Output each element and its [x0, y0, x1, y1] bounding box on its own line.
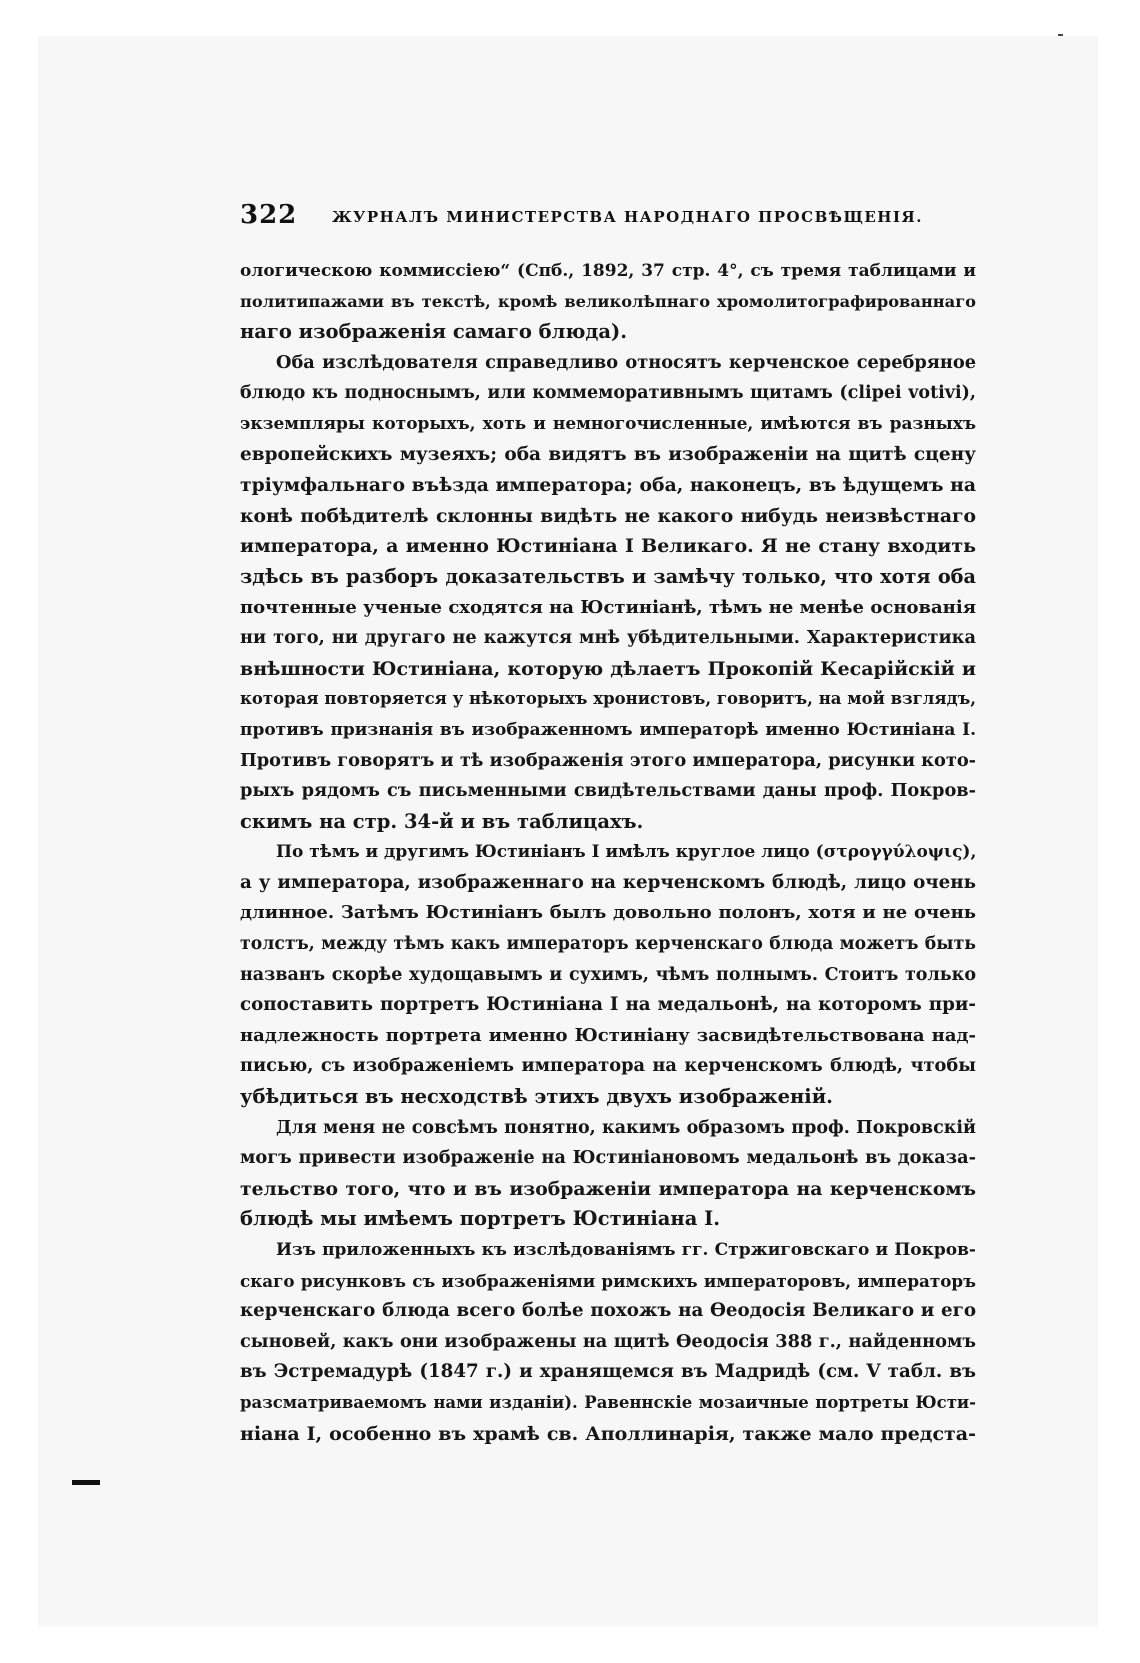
- text-line: противъ признанія въ изображенномъ императорѣ именно Юстиніана I.: [240, 719, 976, 740]
- text-line: убѣдиться въ несходствѣ этихъ двухъ изображеній.: [240, 1085, 833, 1109]
- text-line: сыновей, какъ они изображены на щитѣ Ѳеодосія 388 г., найденномъ: [240, 1330, 976, 1352]
- page-header: [240, 200, 1000, 240]
- running-title: ЖУРНАЛЪ МИНИСТЕРСТВА НАРОДНАГО ПРОСВѢЩЕНІЯ.: [332, 208, 923, 226]
- text-line: Для меня не совсѣмъ понятно, какимъ образомъ проф. Покровскій: [276, 1117, 976, 1138]
- text-line: керченскаго блюда всего болѣе похожъ на Ѳеодосія Великаго и его: [240, 1300, 976, 1322]
- text-line: Изъ приложенныхъ къ изслѣдованіямъ гг. Стржиговскаго и Покров-: [276, 1240, 976, 1260]
- text-line: Оба изслѣдователя справедливо относятъ керченское серебряное: [276, 351, 976, 373]
- text-line: тріумфальнаго въѣзда императора; оба, наконецъ, въ ѣдущемъ на: [240, 474, 976, 497]
- text-line: въ Эстремадурѣ (1847 г.) и хранящемся въ Мадридѣ (см. V табл. въ: [240, 1361, 976, 1383]
- text-line: могъ привести изображеніе на Юстиніановомъ медальонѣ въ доказа-: [240, 1147, 976, 1169]
- text-line: наго изображенія самаго блюда).: [240, 320, 628, 344]
- text-line: сопоставить портретъ Юстиніана I на медальонѣ, на которомъ при-: [240, 994, 976, 1016]
- text-line: названъ скорѣе худощавымъ и сухимъ, чѣмъ полнымъ. Стоитъ только: [240, 964, 976, 985]
- text-line: ни того, ни другаго не кажутся мнѣ убѣдительными. Характеристика: [240, 627, 976, 649]
- text-line: писью, съ изображеніемъ императора на керченскомъ блюдѣ, чтобы: [240, 1055, 976, 1077]
- text-line: надлежность портрета именно Юстиніану засвидѣтельствована над-: [240, 1024, 976, 1046]
- text-line: политипажами въ текстѣ, кромѣ великолѣпнаго хромолитографированнаго: [240, 291, 976, 311]
- text-line: Противъ говорятъ и тѣ изображенія этого императора, рисунки кото-: [240, 749, 976, 771]
- text-line: По тѣмъ и другимъ Юстиніанъ I имѣлъ круглое лицо (στρογγύλοψις),: [276, 842, 976, 863]
- text-line: европейскихъ музеяхъ; оба видятъ въ изображеніи на щитѣ сцену: [240, 443, 976, 465]
- text-line: а у императора, изображеннаго на керченскомъ блюдѣ, лицо очень: [240, 871, 976, 893]
- text-line: экземпляры которыхъ, хоть и немногочисленные, имѣются въ разныхъ: [240, 413, 976, 434]
- text-line: блюдо къ подноснымъ, или коммеморативнымъ щитамъ (clipei votivi),: [240, 383, 976, 404]
- body-text: [240, 256, 976, 1449]
- text-line: императора, а именно Юстиніана I Великаго. Я не стану входить: [240, 535, 976, 558]
- page-number: 322: [240, 200, 298, 230]
- text-line: разсматриваемомъ нами изданіи). Равеннскіе мозаичные портреты Юсти-: [240, 1392, 976, 1412]
- text-line: толстъ, между тѣмъ какъ императоръ керченскаго блюда можетъ быть: [240, 934, 976, 955]
- text-line: тельство того, что и въ изображеніи императора на керченскомъ: [240, 1177, 976, 1200]
- text-line: скаго рисунковъ съ изображеніями римскихъ императоровъ, императоръ: [240, 1270, 976, 1291]
- text-line: блюдѣ мы имѣемъ портретъ Юстиніана I.: [240, 1207, 721, 1231]
- text-line: конѣ побѣдителѣ склонны видѣть не какого нибудь неизвѣстнаго: [240, 504, 976, 527]
- text-line: длинное. Затѣмъ Юстиніанъ былъ довольно полонъ, хотя и не очень: [240, 902, 976, 924]
- text-line: внѣшности Юстиніана, которую дѣлаетъ Прокопій Кесарійскій и: [240, 657, 976, 680]
- text-line: которая повторяется у нѣкоторыхъ хронистовъ, говоритъ, на мой взглядъ,: [240, 689, 976, 709]
- text-line: почтенные ученые сходятся на Юстиніанѣ, тѣмъ не менѣе основанія: [240, 596, 976, 618]
- text-line: скимъ на стр. 34-й и въ таблицахъ.: [240, 809, 644, 833]
- margin-mark: [72, 1480, 100, 1485]
- text-line: ологическою коммиссіею“ (Спб., 1892, 37 стр. 4°, съ тремя таблицами и: [240, 261, 976, 281]
- text-line: здѣсь въ разборъ доказательствъ и замѣчу только, что хотя оба: [240, 564, 976, 588]
- text-line: рыхъ рядомъ съ письменными свидѣтельствами даны проф. Покров-: [240, 780, 976, 802]
- text-line: ніана I, особенно въ храмѣ св. Аполлинарія, также мало предста-: [240, 1422, 976, 1445]
